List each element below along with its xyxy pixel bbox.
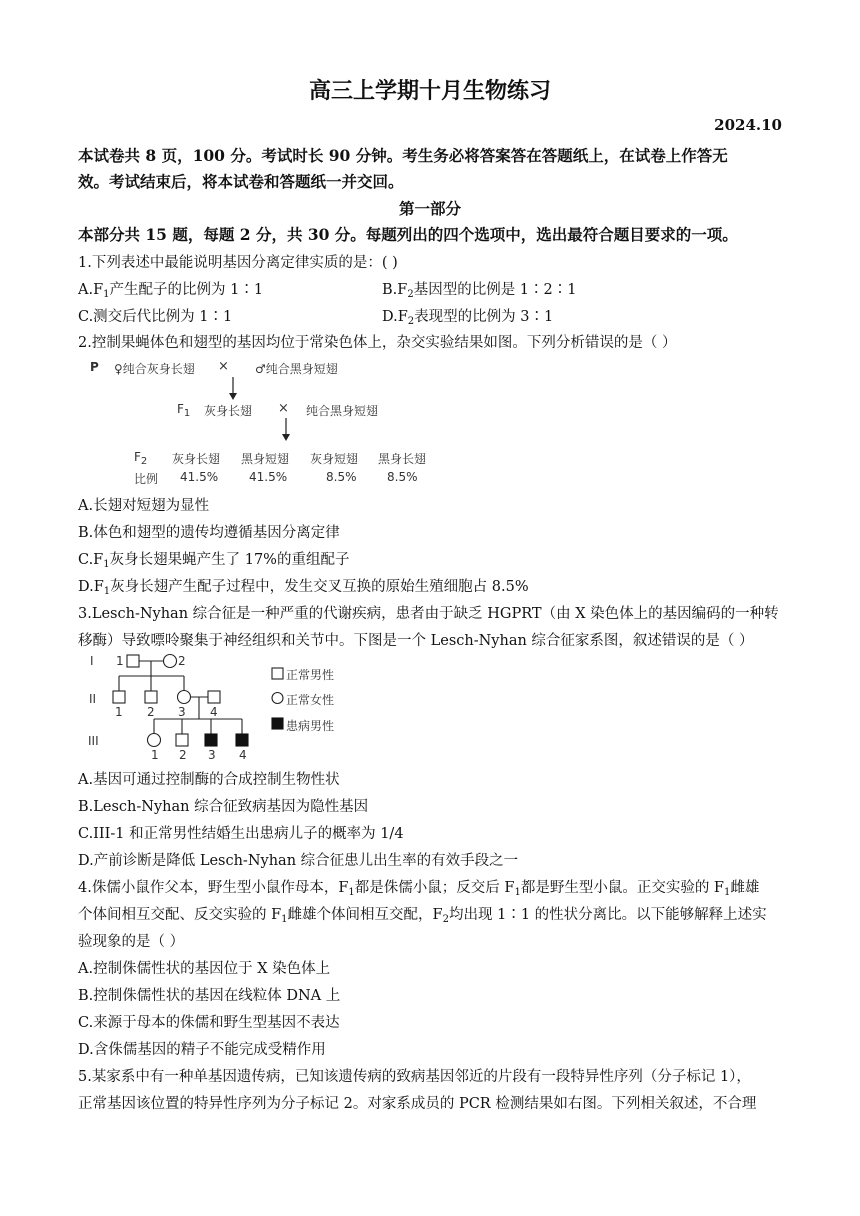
individual-number: 2 [147,705,155,719]
q4-stem-line-2: 个体间相互交配、反交实验的 $F_1$雌雄个体间相互交配，$F_2$均出现 1∶1 的性状分离比。以下能够解释上述实 [78,907,767,925]
pedigree-chart [84,652,264,764]
q2-option-d: $D.F_1$灰身长翅产生配子过程中，发生交叉互换的原始生殖细胞占 8.5% [78,579,529,597]
f2-phenotype: 黑身长翅 [378,452,427,466]
q4-option-d: D.含侏儒基因的精子不能完成受精作用 [78,1042,326,1058]
individual-number: 3 [178,705,186,719]
q3-stem-line-2: 移酶）导致嘌呤聚集于神经组织和关节中。下图是一个 Lesch-Nyhan 综合征家系图，叙述错误的是（ ） [78,633,754,649]
generation-label: II [89,692,97,706]
q2-option-a: A.长翅对短翅为显性 [78,498,210,514]
f2-ratio: 41.5% [180,470,219,484]
f2-phenotype: 黑身短翅 [241,452,290,466]
q1-option-d: $D.F_2$表现型的比例为 3∶1 [382,309,554,327]
ratio-label: 比例 [134,472,159,486]
q3-stem-line-1: 3.Lesch-Nyhan 综合征是一种严重的代谢疾病，患者由于缺乏 HGPRT（由 X 染色体上的基因编码的一种转 [78,606,779,622]
cross-symbol-1: × [218,359,229,374]
pedigree-diagram [84,652,354,764]
individual-number: 2 [179,748,187,762]
q1-option-b: $B.F_2$基因型的比例是 1∶2∶1 [382,282,577,300]
individual-number: 1 [151,748,159,762]
q2-option-b: B.体色和翅型的遗传均遵循基因分离定律 [78,525,340,541]
q3-option-c: C.III-1 和正常男性结婚生出患病儿子的概率为 1/4 [78,826,404,842]
q2-option-c: $C.F_1$灰身长翅果蝇产生了 17%的重组配子 [78,552,350,570]
f2-phenotype: 灰身短翅 [310,452,359,466]
f2-ratio: 8.5% [326,470,357,484]
q5-stem-line-2: 正常基因该位置的特异性序列为分子标记 2。对家系成员的 PCR 检测结果如右图。下列相关叙述，不合理 [78,1096,757,1112]
generation-label: I [90,654,94,668]
legend-normal-male: 正常男性 [286,668,335,682]
individual-number: 4 [239,748,247,762]
f1-mate: 纯合黑身短翅 [306,404,379,418]
notice-line-1: 本试卷共 8 页，100 分。考试时长 90 分钟。考生务必将答案答在答题纸上，在试卷上作答无 [78,146,728,165]
arrow-down-icon [228,377,238,401]
q4-stem-line-1: 4.侏儒小鼠作父本，野生型小鼠作母本，$F_1$都是侏儒小鼠；反交后 $F_1$都是野生型小鼠。正交实验的 $F_1$雌雄 [78,880,760,898]
q4-option-b: B.控制侏儒性状的基因在线粒体 DNA 上 [78,988,341,1004]
p-male: ♂纯合黑身短翅 [255,362,338,376]
pedigree-legend-symbols [271,666,285,732]
q4-option-c: C.来源于母本的侏儒和野生型基因不表达 [78,1015,340,1031]
f2-ratio: 8.5% [387,470,418,484]
f2-phenotype: 灰身长翅 [172,452,221,466]
arrow-down-icon [281,418,291,442]
q1-option-c: C.测交后代比例为 1∶1 [78,309,233,325]
q4-option-a: A.控制侏儒性状的基因位于 X 染色体上 [78,961,331,977]
f1-label: $F_1$ [177,402,191,419]
individual-number: 4 [210,705,218,719]
cross-diagram [88,356,448,488]
q4-stem-line-3: 验现象的是（ ） [78,934,185,950]
individual-number: 1 [115,705,123,719]
q3-option-a: A.基因可通过控制酶的合成控制生物性状 [78,772,340,788]
f1-phenotype: 灰身长翅 [204,404,253,418]
q3-option-d: D.产前诊断是降低 Lesch-Nyhan 综合征患儿出生率的有效手段之一 [78,853,519,869]
p-generation-label: P [90,360,99,374]
f2-ratio: 41.5% [249,470,288,484]
page-title: 高三上学期十月生物练习 [308,78,551,104]
individual-number: 1 [116,654,124,668]
q3-option-b: B.Lesch-Nyhan 综合征致病基因为隐性基因 [78,799,369,815]
q2-stem: 2.控制果蝇体色和翅型的基因均位于常染色体上，杂交实验结果如图。下列分析错误的是（ ） [78,335,677,351]
cross-symbol-2: × [278,401,289,416]
notice-line-2: 效。考试结束后，将本试卷和答题纸一并交回。 [78,172,404,191]
section-title: 第一部分 [398,199,461,218]
legend-affected-male: 患病男性 [286,719,335,733]
legend-normal-female: 正常女性 [286,693,335,707]
q1-stem: 1.下列表述中最能说明基因分离定律实质的是：( ) [78,255,398,271]
individual-number: 3 [208,748,216,762]
exam-date: 2024.10 [714,116,782,134]
p-female: ♀纯合灰身长翅 [114,362,195,376]
section-instructions: 本部分共 15 题，每题 2 分，共 30 分。每题列出的四个选项中，选出最符合题目要求的一项。 [78,225,738,244]
generation-label: III [88,734,99,748]
q5-stem-line-1: 5.某家系中有一种单基因遗传病，已知该遗传病的致病基因邻近的片段有一段特异性序列（分子标记 1）， [78,1069,751,1085]
f2-label: $F_2$ [134,450,148,467]
q1-option-a: $A.F_1$产生配子的比例为 1∶1 [78,282,264,300]
individual-number: 2 [178,654,186,668]
